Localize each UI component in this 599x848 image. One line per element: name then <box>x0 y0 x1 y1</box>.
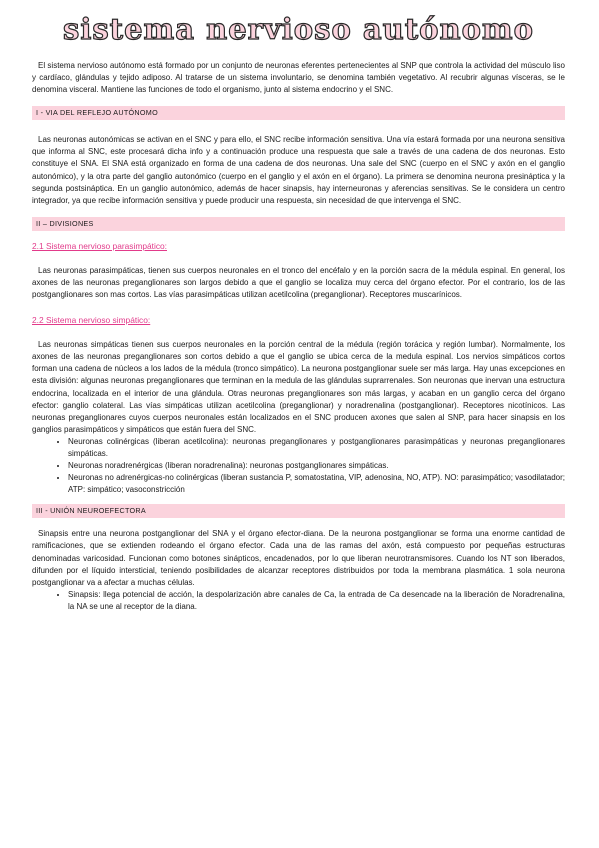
list-item: • Neuronas colinérgicas (liberan acetilcolina): neuronas preganglionares y postganglionares parasimpáticas y neuronas preganglionares simpáticas. <box>68 436 565 460</box>
intro-paragraph: El sistema nervioso autónomo está formado por un conjunto de neuronas eferentes pertenecientes al SNP que controla la actividad del músculo liso y cardíaco, glándulas y tejido adiposo. Al tratarse de un sistema involuntario, se denomina también vegetativo. Al recubrir algunas vísceras, se le denomina visceral. Mantiene las funciones de todo el organismo, junto al sistema endocrino y el SNC. <box>32 61 565 95</box>
subsection-2-1-paragraph: Las neuronas parasimpáticas, tienen sus cuerpos neuronales en el tronco del encéfalo y en la porción sacra de la médula espinal. En general, los axones de las neuronas preganglionares son largos debido a que el ganglio se localiza muy cerca del órgano efector. Por el contrario, los de las postganglionares son mas cortos. Las vías parasimpáticas utilizan acetilcolina (preganglionar). Receptores muscarínicos. <box>32 265 565 300</box>
page-title: sistema nervioso autónomo <box>63 12 534 46</box>
neuron-types-list <box>32 436 565 496</box>
section-1-paragraph: Las neuronas autonómicas se activan en el SNC y para ello, el SNC recibe información sensitiva. Una vía estará formada por una neurona sensitiva que informa al SNC, este procesará dicha info y a continuación produce una respuesta que sale a través de una cadena de dos neuronas. Esto constituye el SNA. El SNA está organizado en forma de una cadena de dos neuronas. Una sale del SNC (cuerpo en el SNC y axón en el ganglio autonómico), y la otra parte del ganglio autonómico (cuerpo en el ganglio y el axón en el órgano). La primera se denomina neurona presináptica y la segunda postsináptica. En un ganglio autonómico, además de hacer sinapsis, hay interneuronas y aferencias sensitivas. Se le considera un centro integrador, ya que recibe información sensitiva y puede producir una respuesta, sin necesidad de que intervenga el SNC. <box>32 135 565 205</box>
synapse-list <box>32 589 565 613</box>
section-1-heading: I - VIA DEL REFLEJO AUTÓNOMO <box>32 106 565 120</box>
section-3-heading: III - UNIÓN NEUROEFECTORA <box>32 504 565 518</box>
section-2-heading: II – DIVISIONES <box>32 217 565 231</box>
list-item: • Neuronas no adrenérgicas-no colinérgicas (liberan sustancia P, somatostatina, VIP, adenosina, NO, ATP). NO: parasimpático; vasodilatador; ATP: simpático; vasoconstricción <box>68 472 565 496</box>
list-item: • Sinapsis: llega potencial de acción, la despolarización abre canales de Ca, la entrada de Ca desencade na la liberación de Noradrenalina, la NA se une al receptor de la diana. <box>68 589 565 613</box>
subsection-2-2-paragraph: Las neuronas simpáticas tienen sus cuerpos neuronales en la porción central de la médula (región torácica y región lumbar). Normalmente, los axones de las neuronas preganglionares son cortos debido a que el ganglio se ubica cerca de la medula espinal. Los nervios simpáticos cortos forman una cadena de núcleos a los lados de la médula (tronco simpático). La neurona postganglionar suele ser más larga. Hay unas excepciones en esta división: algunas neuronas preganglionares que terminan en la medula de las glándulas suprarrenales. Son neuronas que inervan una estructura endocrina, localizada en el interior de una glándula. Otras neuronas preganglionares son más largas, y acaban en un ganglio cerca del órgano efector: ganglio colateral. Las vías simpáticas utilizan acetilcolina (preganglionar) y noradrenalina (postganglionar). Receptores nicotínicos. Las neuronas preganglionares cuyos cuerpos neuronales están localizados en el SNC producen axones que salen al SNP, para hacer sinapsis en los ganglios parasimpáticos y simpáticos que están fuera del SNC. <box>32 340 565 434</box>
subsection-2-1-title: 2.1 Sistema nervioso parasimpático: <box>32 240 167 251</box>
subsection-2-2-title: 2.2 Sistema nervioso simpático: <box>32 315 151 326</box>
list-item: • Neuronas noradrenérgicas (liberan noradrenalina): neuronas postganglionares simpáticas. <box>68 460 565 472</box>
section-3-paragraph: Sinapsis entre una neurona postganglionar del SNA y el órgano efector-diana. De la neurona postganglionar se forma una enorme cantidad de ramificaciones, que se extienden rodeando el órgano efector. Cada una de las ramas del axón, está compuesto por pequeñas estructuras denominadas varicosidad. Funcionan como botones sinápticos, encadenados, por lo que liberan neurotransmisores. Cuando los NT son liberados, difunden por el líquido intersticial, teniendo posibilidades de alcanzar receptores distribuidos por toda la membrana plasmática. 1 sola neurona postganglionar va a afectar a muchas células. <box>32 529 565 587</box>
